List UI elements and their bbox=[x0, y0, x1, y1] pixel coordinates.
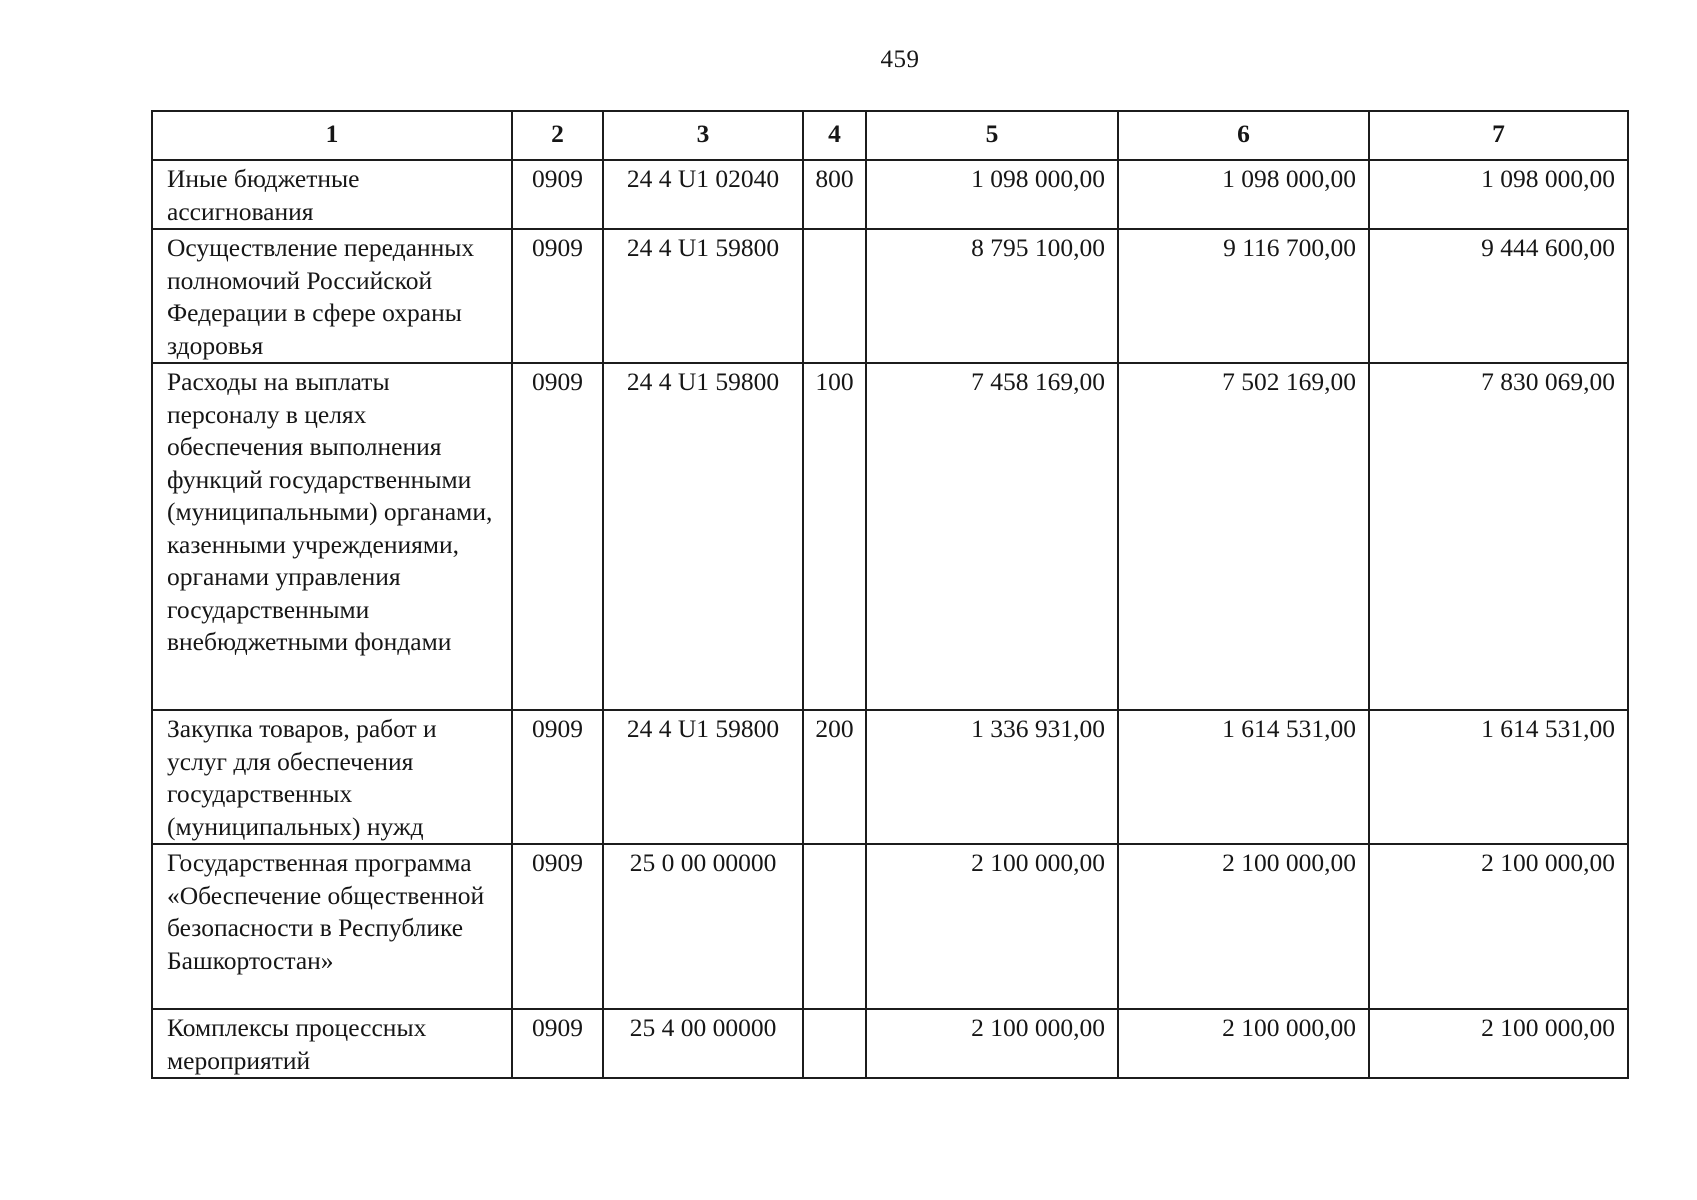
target-code: 25 4 00 00000 bbox=[603, 1009, 803, 1078]
target-code: 24 4 U1 59800 bbox=[603, 363, 803, 710]
amount-col-6: 1 098 000,00 bbox=[1118, 160, 1369, 229]
amount-col-6: 2 100 000,00 bbox=[1118, 844, 1369, 1009]
table-row bbox=[152, 160, 1628, 229]
header-col-7: 7 bbox=[1369, 111, 1628, 160]
table-header-row bbox=[152, 111, 1628, 160]
amount-col-7: 1 614 531,00 bbox=[1369, 710, 1628, 844]
expense-name: Осуществление переданных полномочий Российской Федерации в сфере охраны здоровья bbox=[152, 229, 512, 363]
amount-col-6: 7 502 169,00 bbox=[1118, 363, 1369, 710]
header-col-5: 5 bbox=[866, 111, 1118, 160]
amount-col-7: 7 830 069,00 bbox=[1369, 363, 1628, 710]
amount-col-7: 9 444 600,00 bbox=[1369, 229, 1628, 363]
target-code: 24 4 U1 59800 bbox=[603, 229, 803, 363]
amount-col-6: 2 100 000,00 bbox=[1118, 1009, 1369, 1078]
amount-col-6: 1 614 531,00 bbox=[1118, 710, 1369, 844]
table-row bbox=[152, 844, 1628, 1009]
header-col-3: 3 bbox=[603, 111, 803, 160]
amount-col-7: 2 100 000,00 bbox=[1369, 844, 1628, 1009]
expense-type-code: 200 bbox=[803, 710, 866, 844]
expense-type-code bbox=[803, 229, 866, 363]
expense-name: Комплексы процессных мероприятий bbox=[152, 1009, 512, 1078]
section-code: 0909 bbox=[512, 710, 603, 844]
expense-type-code: 800 bbox=[803, 160, 866, 229]
expense-type-code bbox=[803, 844, 866, 1009]
table-row bbox=[152, 1009, 1628, 1078]
target-code: 24 4 U1 02040 bbox=[603, 160, 803, 229]
expense-name: Иные бюджетные ассигнования bbox=[152, 160, 512, 229]
table-row bbox=[152, 710, 1628, 844]
section-code: 0909 bbox=[512, 1009, 603, 1078]
table-row bbox=[152, 229, 1628, 363]
amount-col-5: 8 795 100,00 bbox=[866, 229, 1118, 363]
expense-name: Закупка товаров, работ и услуг для обеспечения государственных (муниципальных) нужд bbox=[152, 710, 512, 844]
expense-name: Расходы на выплаты персоналу в целях обеспечения выполнения функций государственными (муниципальными) органами, казенными учреждениями, органами управления государственными внебюджетными фондами bbox=[152, 363, 512, 710]
amount-col-5: 2 100 000,00 bbox=[866, 844, 1118, 1009]
amount-col-5: 2 100 000,00 bbox=[866, 1009, 1118, 1078]
target-code: 24 4 U1 59800 bbox=[603, 710, 803, 844]
budget-table-container bbox=[151, 110, 1629, 1079]
amount-col-5: 1 098 000,00 bbox=[866, 160, 1118, 229]
header-col-6: 6 bbox=[1118, 111, 1369, 160]
page-number: 459 bbox=[880, 46, 920, 73]
section-code: 0909 bbox=[512, 363, 603, 710]
amount-col-7: 2 100 000,00 bbox=[1369, 1009, 1628, 1078]
expense-name: Государственная программа «Обеспечение общественной безопасности в Республике Башкортостан» bbox=[152, 844, 512, 1009]
target-code: 25 0 00 00000 bbox=[603, 844, 803, 1009]
header-col-1: 1 bbox=[152, 111, 512, 160]
table-row bbox=[152, 363, 1628, 710]
amount-col-5: 7 458 169,00 bbox=[866, 363, 1118, 710]
budget-table bbox=[151, 110, 1629, 1079]
section-code: 0909 bbox=[512, 844, 603, 1009]
amount-col-7: 1 098 000,00 bbox=[1369, 160, 1628, 229]
section-code: 0909 bbox=[512, 229, 603, 363]
expense-type-code bbox=[803, 1009, 866, 1078]
expense-type-code: 100 bbox=[803, 363, 866, 710]
section-code: 0909 bbox=[512, 160, 603, 229]
amount-col-5: 1 336 931,00 bbox=[866, 710, 1118, 844]
header-col-2: 2 bbox=[512, 111, 603, 160]
amount-col-6: 9 116 700,00 bbox=[1118, 229, 1369, 363]
header-col-4: 4 bbox=[803, 111, 866, 160]
